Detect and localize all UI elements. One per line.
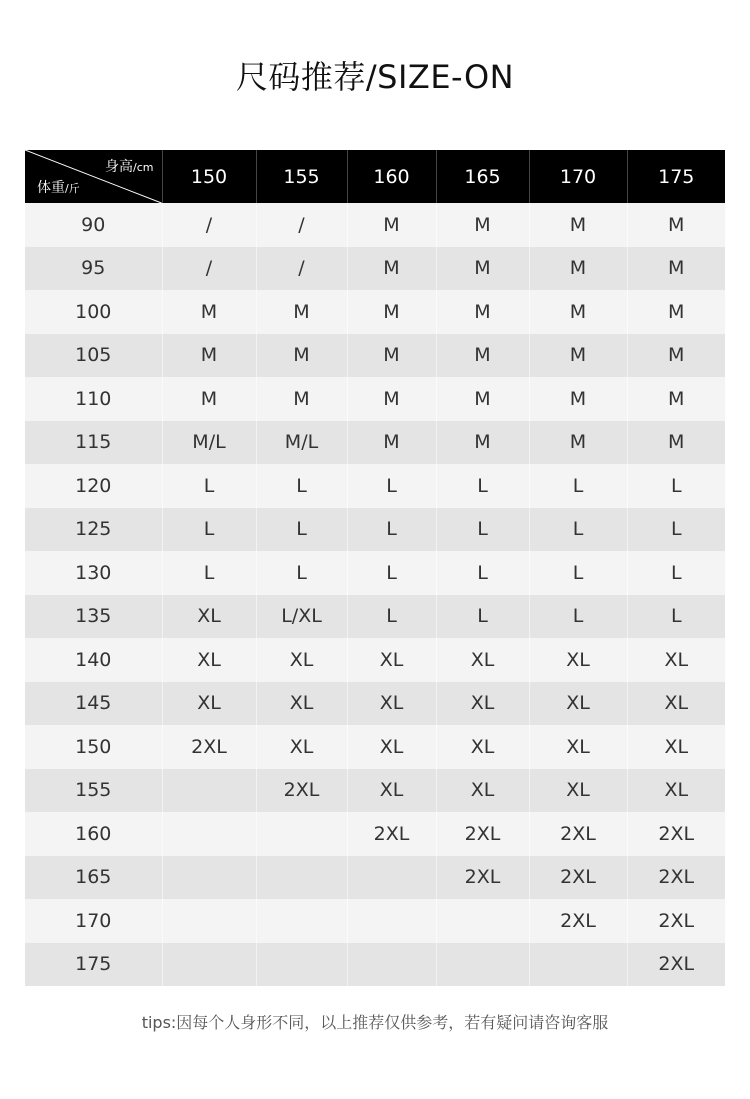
tips-note: tips:因每个人身形不同，以上推荐仅供参考，若有疑问请咨询客服 [141,1013,609,1032]
weight-cell: 100 [25,290,162,334]
size-cell: M [627,334,725,378]
size-cell: XL [162,638,256,682]
size-cell [162,812,256,856]
weight-cell: 105 [25,334,162,378]
table-row [25,508,725,552]
size-cell: L [347,464,436,508]
table-row [25,290,725,334]
table-row [25,247,725,291]
height-column-header: 165 [436,150,529,203]
size-cell: XL [256,682,347,726]
height-header-label: 身高/cm [105,159,154,175]
size-cell: M [347,334,436,378]
size-cell: M [162,377,256,421]
weight-cell: 155 [25,769,162,813]
size-cell: 2XL [529,856,627,900]
size-cell [436,943,529,987]
size-cell: XL [256,638,347,682]
weight-cell: 145 [25,682,162,726]
size-cell: M [347,247,436,291]
size-cell: M [627,421,725,465]
table-row [25,421,725,465]
size-cell: L [162,464,256,508]
size-cell: XL [436,769,529,813]
size-cell: 2XL [529,812,627,856]
weight-cell: 165 [25,856,162,900]
size-cell [347,856,436,900]
size-cell [347,899,436,943]
size-cell: XL [347,682,436,726]
size-cell: M [256,334,347,378]
page-title: 尺码推荐/SIZE-ON [235,58,515,96]
size-cell: XL [627,725,725,769]
size-cell [347,943,436,987]
size-cell: M [162,334,256,378]
size-cell: M [256,377,347,421]
size-cell: XL [529,769,627,813]
size-cell: M [529,247,627,291]
size-cell: L [627,551,725,595]
size-cell: L [529,551,627,595]
size-chart-table [25,150,725,986]
size-cell: L [256,551,347,595]
size-cell: M [347,203,436,247]
size-cell: XL [162,595,256,639]
size-cell: XL [529,725,627,769]
size-cell: / [256,203,347,247]
table-row [25,595,725,639]
size-cell: XL [529,638,627,682]
size-cell: L [347,595,436,639]
size-cell: L [627,595,725,639]
size-cell [256,943,347,987]
size-cell: M [627,290,725,334]
weight-cell: 120 [25,464,162,508]
table-row [25,812,725,856]
size-cell: M [347,377,436,421]
size-cell: L [627,464,725,508]
weight-cell: 160 [25,812,162,856]
size-cell: M [436,203,529,247]
table-row [25,682,725,726]
size-cell: XL [436,725,529,769]
size-cell: 2XL [162,725,256,769]
size-cell: M [529,421,627,465]
table-row [25,464,725,508]
weight-cell: 115 [25,421,162,465]
size-cell: XL [347,725,436,769]
height-column-header: 160 [347,150,436,203]
weight-cell: 110 [25,377,162,421]
size-cell: / [256,247,347,291]
size-cell: M [436,377,529,421]
size-cell: M [436,334,529,378]
size-cell: XL [436,638,529,682]
size-cell [162,899,256,943]
size-cell: / [162,247,256,291]
size-cell: L [162,508,256,552]
size-cell [162,943,256,987]
size-cell: L [162,551,256,595]
size-cell: L [529,464,627,508]
size-cell: M [529,334,627,378]
table-corner-cell [25,150,162,203]
size-cell: XL [627,769,725,813]
size-cell [529,943,627,987]
weight-cell: 140 [25,638,162,682]
size-cell: M [529,290,627,334]
size-cell: 2XL [256,769,347,813]
weight-cell: 90 [25,203,162,247]
weight-cell: 175 [25,943,162,987]
size-cell: M [347,421,436,465]
size-cell: L/XL [256,595,347,639]
height-column-header: 150 [162,150,256,203]
table-row [25,899,725,943]
size-cell [256,856,347,900]
weight-cell: 95 [25,247,162,291]
height-column-header: 170 [529,150,627,203]
size-cell: M [436,290,529,334]
size-cell: XL [436,682,529,726]
size-cell: L [436,508,529,552]
size-cell: 2XL [347,812,436,856]
size-cell [162,769,256,813]
size-cell: XL [256,725,347,769]
table-row [25,377,725,421]
size-cell [256,899,347,943]
table-row [25,334,725,378]
size-cell: L [436,595,529,639]
size-cell: L [529,595,627,639]
weight-header-label: 体重/斤 [37,180,80,196]
height-column-header: 155 [256,150,347,203]
size-cell: M [529,377,627,421]
size-cell: 2XL [627,856,725,900]
size-cell: 2XL [627,812,725,856]
size-cell: L [529,508,627,552]
size-cell: M [627,247,725,291]
size-cell: L [347,508,436,552]
size-cell: M [529,203,627,247]
size-cell: 2XL [436,812,529,856]
size-cell: 2XL [529,899,627,943]
size-cell: M [347,290,436,334]
size-cell: L [436,464,529,508]
size-cell: M [627,377,725,421]
table-row [25,725,725,769]
weight-cell: 125 [25,508,162,552]
size-cell [162,856,256,900]
size-cell: M [627,203,725,247]
size-cell: 2XL [627,899,725,943]
table-row [25,856,725,900]
size-cell: XL [627,682,725,726]
size-cell: XL [347,769,436,813]
size-cell [256,812,347,856]
size-cell: M/L [162,421,256,465]
table-header-row [25,150,725,203]
table-row [25,203,725,247]
table-row [25,638,725,682]
size-cell: L [347,551,436,595]
table-row [25,769,725,813]
height-column-header: 175 [627,150,725,203]
size-cell: XL [529,682,627,726]
table-body [25,203,725,986]
size-cell: M/L [256,421,347,465]
size-cell: L [256,464,347,508]
size-cell: XL [347,638,436,682]
size-cell [436,899,529,943]
size-cell: XL [627,638,725,682]
size-cell: M [436,247,529,291]
size-cell: 2XL [436,856,529,900]
size-cell: / [162,203,256,247]
weight-cell: 150 [25,725,162,769]
size-cell: XL [162,682,256,726]
size-cell: L [436,551,529,595]
table-row [25,943,725,987]
size-cell: 2XL [627,943,725,987]
weight-cell: 135 [25,595,162,639]
weight-cell: 130 [25,551,162,595]
size-cell: M [436,421,529,465]
size-cell: M [162,290,256,334]
size-cell: L [627,508,725,552]
table-row [25,551,725,595]
size-cell: L [256,508,347,552]
weight-cell: 170 [25,899,162,943]
size-cell: M [256,290,347,334]
